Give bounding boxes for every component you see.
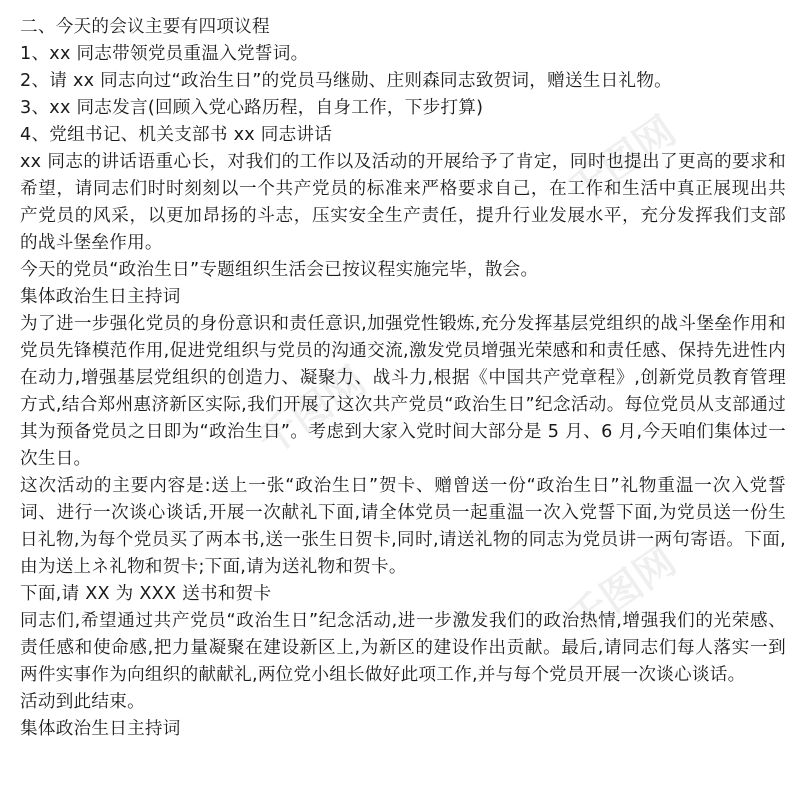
intro-paragraph: 为了进一步强化党员的身份意识和责任意识,加强党性锻炼,充分发挥基层党组织的战斗堡垒作用和党员先锋模范作用,促进党组织与党员的沟通交流,激发党员增强光荣感和和责任感、保持先进性内在动力,增强基层党组织的创造力、凝聚力、战斗力,根据《中国共产党章程》,创新党员教育管理方式,结合郑州惠济新区实际,我们开展了这次共产党员“政治生日”纪念活动。每位党员从支部通过其为预备党员之日即为“政治生日”。考虑到大家入党时间大部分是 5 月、6 月,今天咱们集体过一次生日。 — [20, 314, 786, 469]
closing-note: 今天的党员“政治生日”专题组织生活会已按议程实施完毕，散会。 — [20, 260, 539, 280]
gift-line: 下面,请 XX 为 XXX 送书和贺卡 — [20, 584, 272, 604]
section-title: 集体政治生日主持词 — [20, 287, 181, 307]
agenda-item-2: 2、请 xx 同志向过“政治生日”的党员马继勋、庄则森同志致贺词，赠送生日礼物。 — [20, 71, 673, 91]
closing-paragraph: 同志们,希望通过共产党员“政治生日”纪念活动,进一步激发我们的政治热情,增强我们的光荣感、责任感和使命感,把力量凝聚在建设新区上,为新区的建设作出贡献。最后,请同志们每人落实一到两件实事作为向组织的献献礼,两位党小组长做好此项工作,并与每个党员开展一次谈心谈话。 — [20, 611, 786, 685]
next-section-title: 集体政治生日主持词 — [20, 719, 181, 739]
end-line: 活动到此结束。 — [20, 692, 145, 712]
watermark-text: 千图网 — [559, 538, 685, 645]
agenda-item-4: 4、党组书记、机关支部书 xx 同志讲话 — [20, 125, 333, 145]
agenda-item-3: 3、xx 同志发言(回顾入党心路历程，自身工作，下步打算) — [20, 98, 484, 118]
speech-summary-paragraph: xx 同志的讲话语重心长，对我们的工作以及活动的开展给予了肯定，同时也提出了更高的要求和希望，请同志们时时刻刻以一个共产党员的标准来严格要求自己，在工作和生活中真正展现出共产党员的风采，以更加昂扬的斗志，压实安全生产责任，提升行业发展水平，充分发挥我们支部的战斗堡垒作用。 — [20, 152, 786, 253]
agenda-item-1: 1、xx 同志带领党员重温入党誓词。 — [20, 44, 309, 64]
watermark-text: 千图网 — [249, 358, 375, 465]
agenda-heading: 二、今天的会议主要有四项议程 — [20, 17, 270, 37]
watermark-text: 千图网 — [559, 108, 685, 215]
activity-paragraph: 这次活动的主要内容是:送上一张“政治生日”贺卡、赠曾送一份“政治生日”礼物重温一次入党誓词、进行一次谈心谈话,开展一次献礼下面,请全体党员一起重温一次入党誓下面,为党员送一份生日礼物,为每个党员买了两本书,送一张生日贺卡,同时,请送礼物的同志为党员讲一两句寄语。下面,由为送上ネ礼物和贺卡;下面,请为送礼物和贺卡。 — [20, 476, 786, 577]
document-body — [20, 14, 786, 743]
